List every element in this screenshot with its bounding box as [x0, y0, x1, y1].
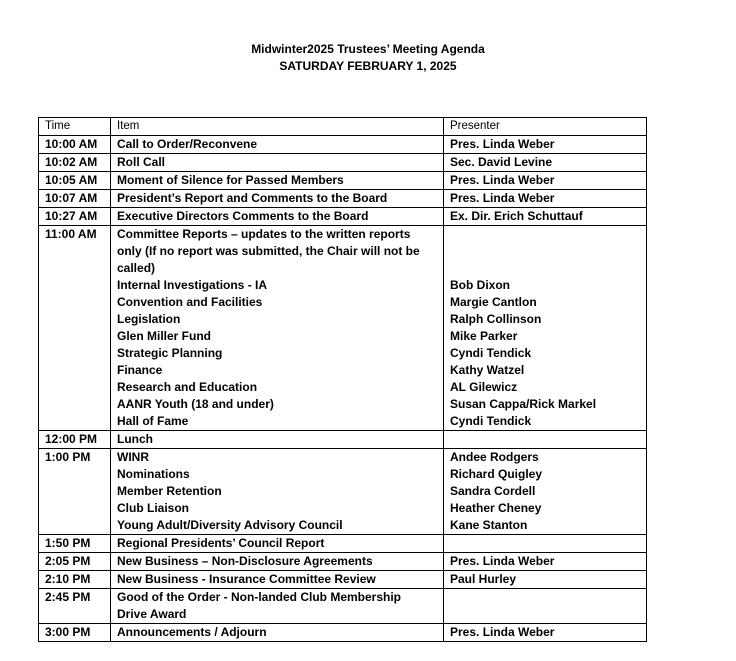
agenda-item-line: Young Adult/Diversity Advisory Council	[117, 518, 343, 532]
header-presenter: Presenter	[444, 118, 647, 136]
agenda-item-line: Hall of Fame	[117, 414, 189, 428]
agenda-presenter-line: Ralph Collinson	[450, 312, 542, 326]
agenda-presenter	[444, 190, 647, 208]
agenda-time: 2:05 PM	[39, 553, 111, 571]
agenda-presenter	[444, 589, 647, 624]
agenda-time: 2:10 PM	[39, 571, 111, 589]
agenda-presenter	[444, 172, 647, 190]
agenda-presenter-line: Pres. Linda Weber	[450, 173, 555, 187]
agenda-presenter	[444, 535, 647, 553]
agenda-item	[111, 190, 444, 208]
agenda-presenter-line: AL Gilewicz	[450, 380, 518, 394]
agenda-row	[39, 449, 647, 535]
agenda-presenter	[444, 136, 647, 154]
agenda-presenter	[444, 449, 647, 535]
agenda-item	[111, 624, 444, 642]
agenda-item-line: Convention and Facilities	[117, 295, 263, 309]
agenda-item-line: Drive Award	[117, 607, 187, 621]
agenda-item-line: Call to Order/Reconvene	[117, 137, 258, 151]
agenda-row	[39, 154, 647, 172]
agenda-time: 12:00 PM	[39, 431, 111, 449]
agenda-item-line: New Business - Insurance Committee Review	[117, 572, 376, 586]
agenda-row	[39, 535, 647, 553]
agenda-presenter	[444, 154, 647, 172]
agenda-item	[111, 449, 444, 535]
agenda-item-line: Committee Reports – updates to the written reports	[117, 227, 411, 241]
agenda-item-line: New Business – Non-Disclosure Agreements	[117, 554, 373, 568]
agenda-row	[39, 190, 647, 208]
agenda-row	[39, 553, 647, 571]
meeting-date: SATURDAY FEBRUARY 1, 2025	[279, 59, 457, 73]
agenda-presenter-line	[450, 535, 640, 552]
agenda-presenter-line: Paul Hurley	[450, 572, 517, 586]
agenda-presenter	[444, 571, 647, 589]
agenda-header-row	[39, 118, 647, 136]
agenda-presenter-line: Ex. Dir. Erich Schuttauf	[450, 209, 583, 223]
agenda-presenter-line	[450, 589, 640, 606]
agenda-presenter	[444, 553, 647, 571]
agenda-presenter-line: Susan Cappa/Rick Markel	[450, 397, 597, 411]
agenda-presenter	[444, 226, 647, 431]
agenda-time: 10:02 AM	[39, 154, 111, 172]
agenda-row	[39, 136, 647, 154]
agenda-item-line: Roll Call	[117, 155, 166, 169]
agenda-item-line: only (If no report was submitted, the Chair will not be	[117, 244, 420, 258]
agenda-item	[111, 172, 444, 190]
agenda-presenter-line: Richard Quigley	[450, 467, 543, 481]
agenda-time: 10:27 AM	[39, 208, 111, 226]
agenda-presenter	[444, 624, 647, 642]
header-item: Item	[111, 118, 444, 136]
agenda-item-line: WINR	[117, 450, 149, 464]
agenda-item-line: Announcements / Adjourn	[117, 625, 267, 639]
agenda-item-line: Internal Investigations - IA	[117, 278, 268, 292]
agenda-table	[38, 117, 647, 642]
agenda-row	[39, 589, 647, 624]
agenda-presenter-line: Heather Cheney	[450, 501, 542, 515]
agenda-item-line: Strategic Planning	[117, 346, 223, 360]
agenda-presenter-line: Cyndi Tendick	[450, 414, 532, 428]
agenda-row	[39, 571, 647, 589]
agenda-item-line: Good of the Order - Non-landed Club Membership	[117, 590, 401, 604]
agenda-presenter-line: Pres. Linda Weber	[450, 137, 555, 151]
agenda-item-line: Finance	[117, 363, 163, 377]
agenda-item	[111, 553, 444, 571]
agenda-item	[111, 589, 444, 624]
agenda-presenter-line	[450, 243, 640, 260]
agenda-item	[111, 208, 444, 226]
agenda-row	[39, 624, 647, 642]
agenda-item-line: President’s Report and Comments to the Board	[117, 191, 388, 205]
agenda-presenter-line: Pres. Linda Weber	[450, 554, 555, 568]
agenda-item-line: Regional Presidents’ Council Report	[117, 536, 325, 550]
agenda-time: 10:00 AM	[39, 136, 111, 154]
agenda-presenter-line: Sec. David Levine	[450, 155, 553, 169]
agenda-item-line: AANR Youth (18 and under)	[117, 397, 274, 411]
agenda-presenter-line: Margie Cantlon	[450, 295, 537, 309]
agenda-presenter	[444, 431, 647, 449]
agenda-presenter	[444, 208, 647, 226]
agenda-time: 10:05 AM	[39, 172, 111, 190]
agenda-item-line: called)	[117, 261, 156, 275]
agenda-time: 10:07 AM	[39, 190, 111, 208]
agenda-presenter-line: Cyndi Tendick	[450, 346, 532, 360]
agenda-time: 11:00 AM	[39, 226, 111, 431]
agenda-heading	[0, 41, 736, 75]
agenda-presenter-line: Pres. Linda Weber	[450, 191, 555, 205]
agenda-item	[111, 431, 444, 449]
agenda-item	[111, 136, 444, 154]
agenda-time: 1:50 PM	[39, 535, 111, 553]
agenda-item	[111, 226, 444, 431]
agenda-row	[39, 431, 647, 449]
header-time: Time	[39, 118, 111, 136]
agenda-item-line: Glen Miller Fund	[117, 329, 212, 343]
agenda-item-line: Executive Directors Comments to the Board	[117, 209, 369, 223]
agenda-row	[39, 172, 647, 190]
agenda-item-line: Lunch	[117, 432, 153, 446]
agenda-presenter-line	[450, 431, 640, 448]
agenda-presenter-line: Pres. Linda Weber	[450, 625, 555, 639]
agenda-time: 3:00 PM	[39, 624, 111, 642]
agenda-presenter-line: Kathy Watzel	[450, 363, 525, 377]
agenda-presenter-line: Bob Dixon	[450, 278, 510, 292]
agenda-presenter-line: Sandra Cordell	[450, 484, 536, 498]
agenda-time: 1:00 PM	[39, 449, 111, 535]
agenda-item-line: Research and Education	[117, 380, 258, 394]
page-title: Midwinter2025 Trustees’ Meeting Agenda	[251, 42, 485, 56]
agenda-item-line: Nominations	[117, 467, 190, 481]
agenda-row	[39, 226, 647, 431]
agenda-item	[111, 535, 444, 553]
agenda-item-line: Member Retention	[117, 484, 222, 498]
agenda-item	[111, 571, 444, 589]
agenda-item-line: Club Liaison	[117, 501, 189, 515]
agenda-presenter-line: Kane Stanton	[450, 518, 528, 532]
agenda-presenter-line	[450, 260, 640, 277]
agenda-item-line: Moment of Silence for Passed Members	[117, 173, 344, 187]
agenda-presenter-line	[450, 226, 640, 243]
agenda-presenter-line: Mike Parker	[450, 329, 518, 343]
agenda-row	[39, 208, 647, 226]
agenda-item-line: Legislation	[117, 312, 181, 326]
agenda-presenter-line: Andee Rodgers	[450, 450, 539, 464]
agenda-item	[111, 154, 444, 172]
agenda-time: 2:45 PM	[39, 589, 111, 624]
agenda-presenter-line	[450, 606, 640, 623]
